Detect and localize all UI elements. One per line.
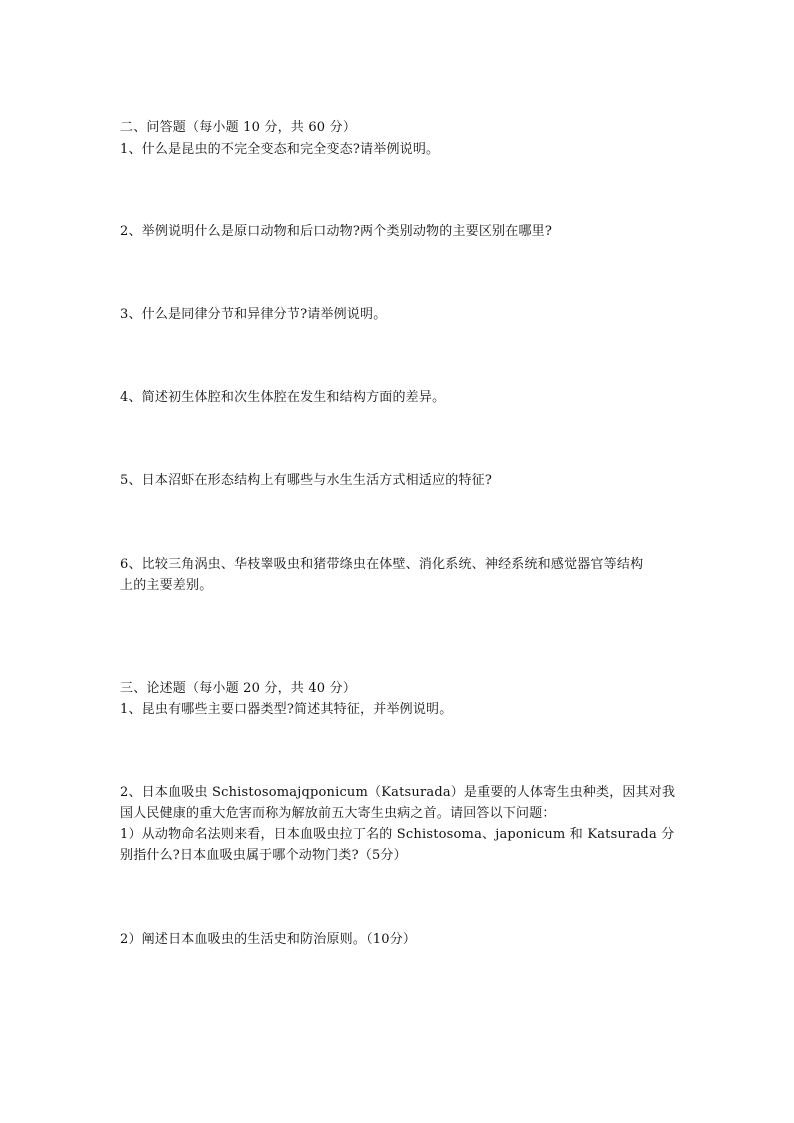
section-3-question-2-line-1: 2、日本血吸虫 Schistosomajqponicum（Katsurada）是重要的人体寄生虫种类，因其对我 xyxy=(120,785,676,800)
section-2-question-6-line-1: 6、比较三角涡虫、华枝睾吸虫和猪带绦虫在体壁、消化系统、神经系统和感觉器官等结构 xyxy=(120,557,644,572)
section-3-heading: 三、论述题（每小题 20 分，共 40 分） xyxy=(120,681,357,696)
section-3-question-2-sub-2: 2）阐述日本血吸虫的生活史和防治原则。（10分） xyxy=(120,932,417,947)
section-3-question-2-line-2: 国人民健康的重大危害而称为解放前五大寄生虫病之首。请回答以下问题： xyxy=(120,806,556,821)
section-2-question-6-line-2: 上的主要差别。 xyxy=(120,578,213,593)
section-3-question-2-sub-1-line-1: 1）从动物命名法则来看，日本血吸虫拉丁名的 Schistosoma、japonicum 和 Katsurada 分 xyxy=(120,827,675,842)
section-2-heading: 二、问答题（每小题 10 分，共 60 分） xyxy=(120,120,357,135)
section-2-question-3: 3、什么是同律分节和异律分节?请举例说明。 xyxy=(120,307,387,322)
section-3-question-2-sub-1-line-2: 别指什么?日本血吸虫属于哪个动物门类?（5分） xyxy=(120,848,407,863)
section-2-question-5: 5、日本沼虾在形态结构上有哪些与水生生活方式相适应的特征? xyxy=(120,473,493,488)
section-2-question-1: 1、什么是昆虫的不完全变态和完全变态?请举例说明。 xyxy=(120,142,440,157)
section-2-question-2: 2、举例说明什么是原口动物和后口动物?两个类别动物的主要区别在哪里? xyxy=(120,224,553,239)
section-2-question-4: 4、简述初生体腔和次生体腔在发生和结构方面的差异。 xyxy=(120,390,446,405)
section-3-question-1: 1、昆虫有哪些主要口器类型?简述其特征，并举例说明。 xyxy=(120,702,453,717)
